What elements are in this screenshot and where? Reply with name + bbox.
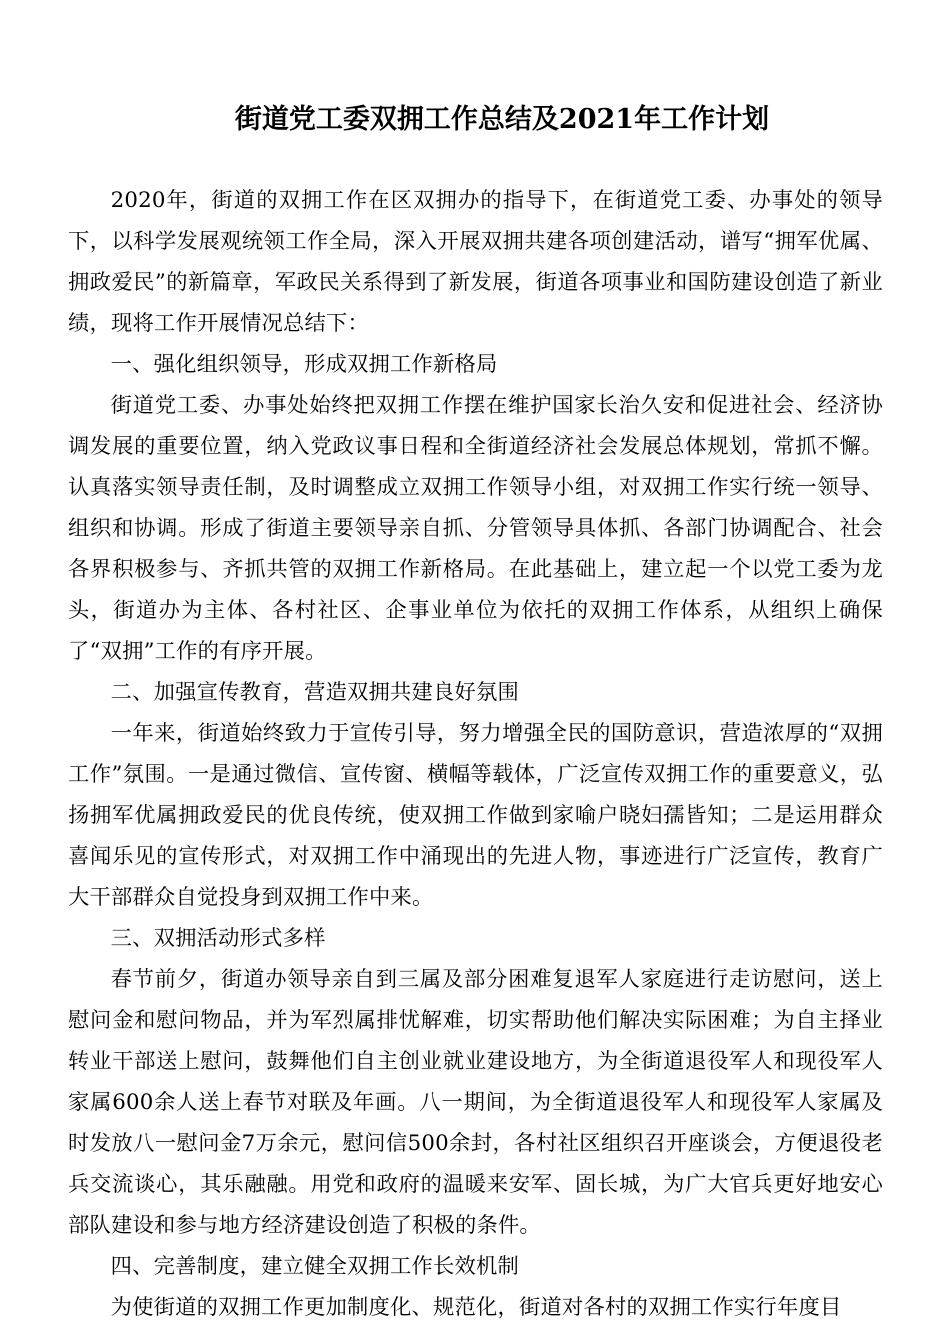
section-heading-3: 三、双拥活动形式多样 [110, 926, 326, 951]
section-body-4: 为使街道的双拥工作更加制度化、规范化，街道对各村的双拥工作实行年度目 [110, 1295, 842, 1320]
section-body-1: 街道党工委、办事处始终把双拥工作摆在维护国家长治久安和促进社会、经济协调发展的重要位置，纳入党政议事日程和全街道经济社会发展总体规划，常抓不懈。认真落实领导责任制，及时调整成立双拥工作领导小组，对双拥工作实行统一领导、组织和协调。形成了街道主要领导亲自抓、分管领导具体抓、各部门协调配合、社会各界积极参与、齐抓共管的双拥工作新格局。在此基础上，建立起一个以党工委为龙头，街道办为主体、各村社区、企事业单位为依托的双拥工作体系，从组织上确保了“双拥”工作的有序开展。 [68, 393, 883, 664]
document-body [68, 180, 883, 1328]
section-heading-2: 二、加强宣传教育，营造双拥共建良好氛围 [110, 680, 520, 705]
document-title: 街道党工委双拥工作总结及2021年工作计划 [234, 104, 770, 135]
intro-paragraph: 2020年，街道的双拥工作在区双拥办的指导下，在街道党工委、办事处的领导下，以科学发展观统领工作全局，深入开展双拥共建各项创建活动，谱写“拥军优属、拥政爱民”的新篇章，军政民关系得到了新发展，街道各项事业和国防建设创造了新业绩，现将工作开展情况总结下： [68, 188, 883, 336]
section-heading-1: 一、强化组织领导，形成双拥工作新格局 [110, 352, 498, 377]
section-body-3: 春节前夕，街道办领导亲自到三属及部分困难复退军人家庭进行走访慰问，送上慰问金和慰问物品，并为军烈属排忧解难，切实帮助他们解决实际困难；为自主择业转业干部送上慰问，鼓舞他们自主创业就业建设地方，为全街道退役军人和现役军人家属600余人送上春节对联及年画。八一期间，为全街道退役军人和现役军人家属及时发放八一慰问金7万余元，慰问信500余封，各村社区组织召开座谈会，方便退役老兵交流谈心，其乐融融。用党和政府的温暖来安军、固长城，为广大官兵更好地安心部队建设和参与地方经济建设创造了积极的条件。 [68, 967, 883, 1238]
section-body-2: 一年来，街道始终致力于宣传引导，努力增强全民的国防意识，营造浓厚的“双拥工作”氛围。一是通过微信、宣传窗、横幅等载体，广泛宣传双拥工作的重要意义，弘扬拥军优属拥政爱民的优良传统，使双拥工作做到家喻户晓妇孺皆知；二是运用群众喜闻乐见的宣传形式，对双拥工作中涌现出的先进人物，事迹进行广泛宣传，教育广大干部群众自觉投身到双拥工作中来。 [68, 721, 883, 910]
section-heading-4: 四、完善制度，建立健全双拥工作长效机制 [110, 1254, 520, 1279]
